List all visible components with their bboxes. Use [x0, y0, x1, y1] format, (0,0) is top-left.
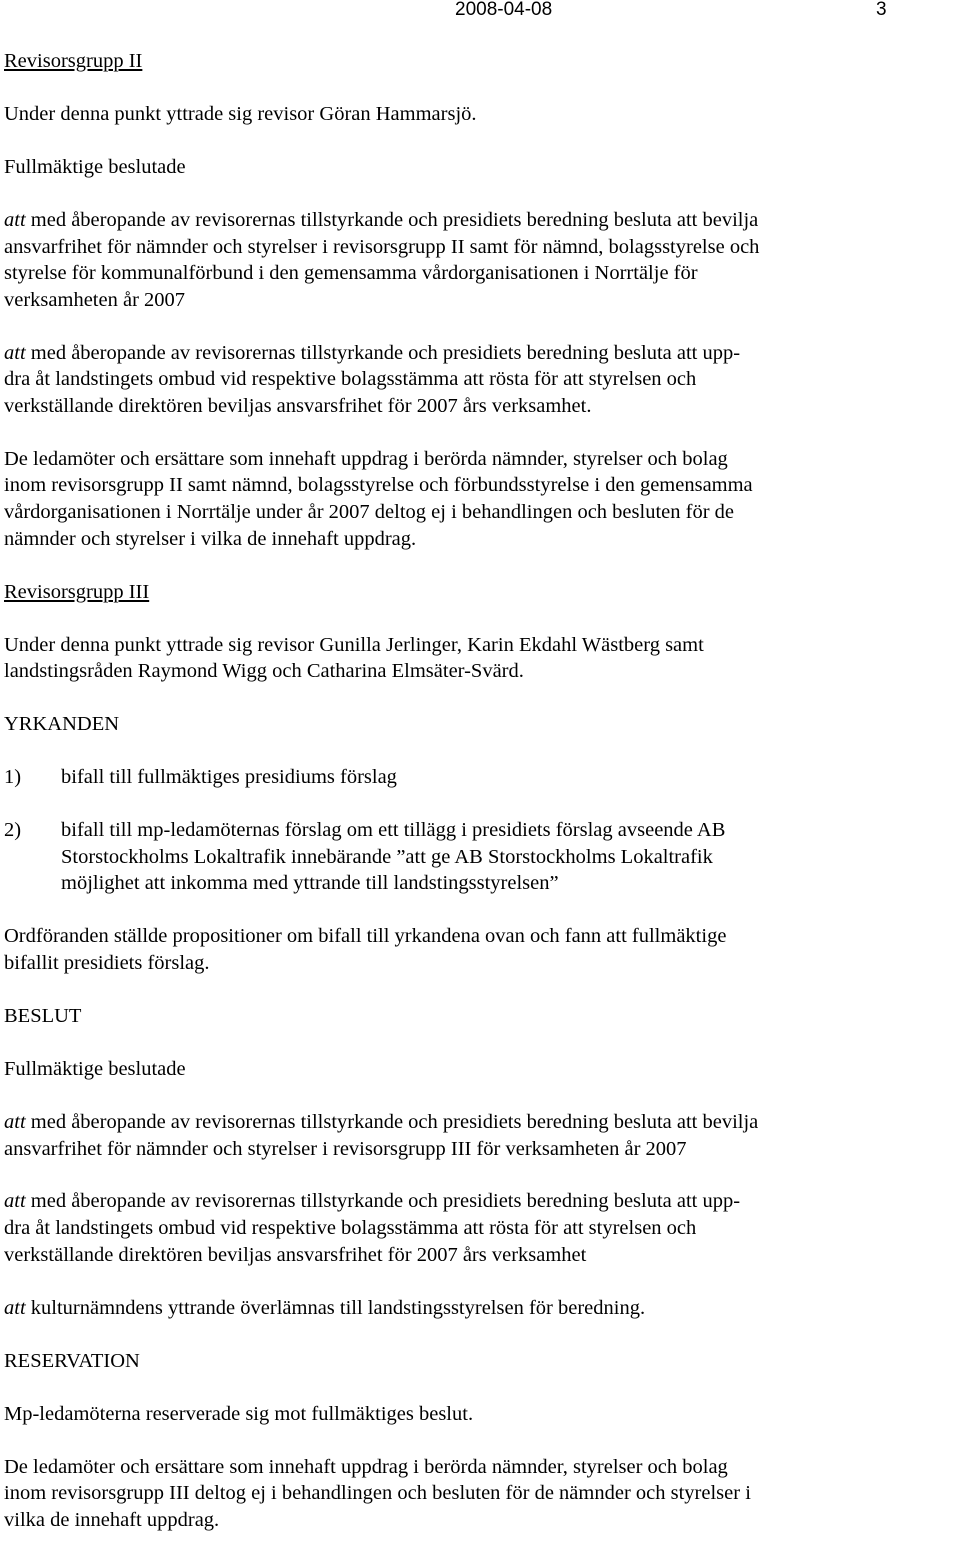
page-number: 3: [876, 0, 887, 20]
section-heading-revisorsgrupp-ii: Revisorsgrupp II: [4, 50, 143, 72]
att-keyword: att: [4, 1190, 26, 1213]
text-line: [4, 1295, 956, 1322]
paragraph-members: [4, 1454, 956, 1534]
paragraph-chair: [4, 923, 956, 976]
decision-clause: [4, 1109, 956, 1162]
text-line: verkställande direktören beviljas ansvarsfrihet för 2007 års verksamhet.: [4, 394, 592, 417]
proposals-heading: YRKANDEN: [4, 713, 120, 736]
text-line: De ledamöter och ersättare som innehaft uppdrag i berörda nämnder, styrelser och bolag: [4, 1455, 728, 1478]
text-line: Under denna punkt yttrade sig revisor Gunilla Jerlinger, Karin Ekdahl Wästberg samt: [4, 633, 704, 656]
text-line: inom revisorsgrupp II samt nämnd, bolagsstyrelse och förbundsstyrelse i den gemensamma: [4, 474, 753, 497]
page-header: [0, 0, 960, 24]
text-line: dra åt landstingets ombud vid respektive bolagsstämma att rösta för att styrelsen och: [4, 1217, 697, 1240]
text-line: inom revisorsgrupp III deltog ej i behandlingen och besluten för de nämnder och styrelser i: [4, 1482, 751, 1505]
att-keyword: att: [4, 1296, 26, 1319]
text-line: styrelse för kommunalförbund i den gemensamma vårdorganisationen i Norrtälje för: [4, 262, 698, 285]
decision-clause: [4, 1188, 956, 1268]
text-line: möjlighet att inkomma med yttrande till landstingsstyrelsen”: [61, 872, 559, 895]
clause-text: med åberopande av revisorernas tillstyrkande och presidiets beredning besluta att upp-: [30, 1190, 741, 1213]
decision-clause: [4, 1295, 956, 1322]
text-line: [4, 340, 956, 367]
decision-clause: [4, 207, 956, 313]
proposal-item: [4, 817, 956, 897]
clause-text: med åberopande av revisorernas tillstyrkande och presidiets beredning besluta att bevilja: [30, 1110, 759, 1133]
text-line: landstingsråden Raymond Wigg och Catharina Elmsäter-Svärd.: [4, 660, 524, 683]
proposal-number: 2): [4, 819, 22, 842]
proposal-item: [4, 764, 956, 791]
text-line: Ordföranden ställde propositioner om bifall till yrkandena ovan och fann att fullmäktige: [4, 925, 727, 948]
text-line: De ledamöter och ersättare som innehaft uppdrag i berörda nämnder, styrelser och bolag: [4, 447, 728, 470]
paragraph-intro: Under denna punkt yttrade sig revisor Göran Hammarsjö.: [4, 102, 477, 125]
text-line: [4, 1109, 956, 1136]
paragraph-members: [4, 446, 956, 552]
text-line: ansvarfrihet för nämnder och styrelser i revisorsgrupp III för verksamheten år 2007: [4, 1137, 687, 1160]
decision-clause: [4, 340, 956, 420]
text-line: bifallit presidiets förslag.: [4, 951, 210, 974]
paragraph-decided: Fullmäktige beslutade: [4, 1057, 186, 1080]
section-heading-revisorsgrupp-iii: Revisorsgrupp III: [4, 580, 150, 603]
text-line: bifall till fullmäktiges presidiums förslag: [61, 766, 397, 789]
clause-text: kulturnämndens yttrande överlämnas till landstingsstyrelsen för beredning.: [30, 1296, 646, 1319]
header-date: 2008-04-08: [455, 0, 553, 20]
text-line: nämnder och styrelser i vilka de innehaft uppdrag.: [4, 527, 417, 550]
text-line: verkställande direktören beviljas ansvarsfrihet för 2007 års verksamhet: [4, 1243, 587, 1266]
paragraph-reservation: Mp-ledamöterna reserverade sig mot fullmäktiges beslut.: [4, 1402, 474, 1425]
text-line: [4, 1188, 956, 1215]
paragraph-intro: [4, 632, 956, 685]
paragraph-decided: Fullmäktige beslutade: [4, 155, 186, 178]
clause-text: med åberopande av revisorernas tillstyrkande och presidiets beredning besluta att upp-: [30, 341, 741, 364]
document-body: [4, 48, 956, 1560]
decision-heading: BESLUT: [4, 1004, 82, 1027]
att-keyword: att: [4, 341, 26, 364]
att-keyword: att: [4, 208, 26, 231]
text-line: bifall till mp-ledamöternas förslag om ett tillägg i presidiets förslag avseende AB: [61, 819, 726, 842]
text-line: verksamheten år 2007: [4, 288, 186, 311]
proposal-number: 1): [4, 766, 22, 789]
text-line: [4, 207, 956, 234]
text-line: ansvarfrihet för nämnder och styrelser i revisorsgrupp II samt för nämnd, bolagsstyrelse och: [4, 235, 760, 258]
att-keyword: att: [4, 1110, 26, 1133]
clause-text: med åberopande av revisorernas tillstyrkande och presidiets beredning besluta att bevilja: [30, 208, 759, 231]
reservation-heading: RESERVATION: [4, 1349, 140, 1372]
text-line: dra åt landstingets ombud vid respektive bolagsstämma att rösta för att styrelsen och: [4, 368, 697, 391]
text-line: vilka de innehaft uppdrag.: [4, 1508, 220, 1531]
text-line: Storstockholms Lokaltrafik innebärande ”att ge AB Storstockholms Lokaltrafik: [61, 845, 713, 868]
text-line: vårdorganisationen i Norrtälje under år 2007 deltog ej i behandlingen och besluten för de: [4, 501, 734, 524]
